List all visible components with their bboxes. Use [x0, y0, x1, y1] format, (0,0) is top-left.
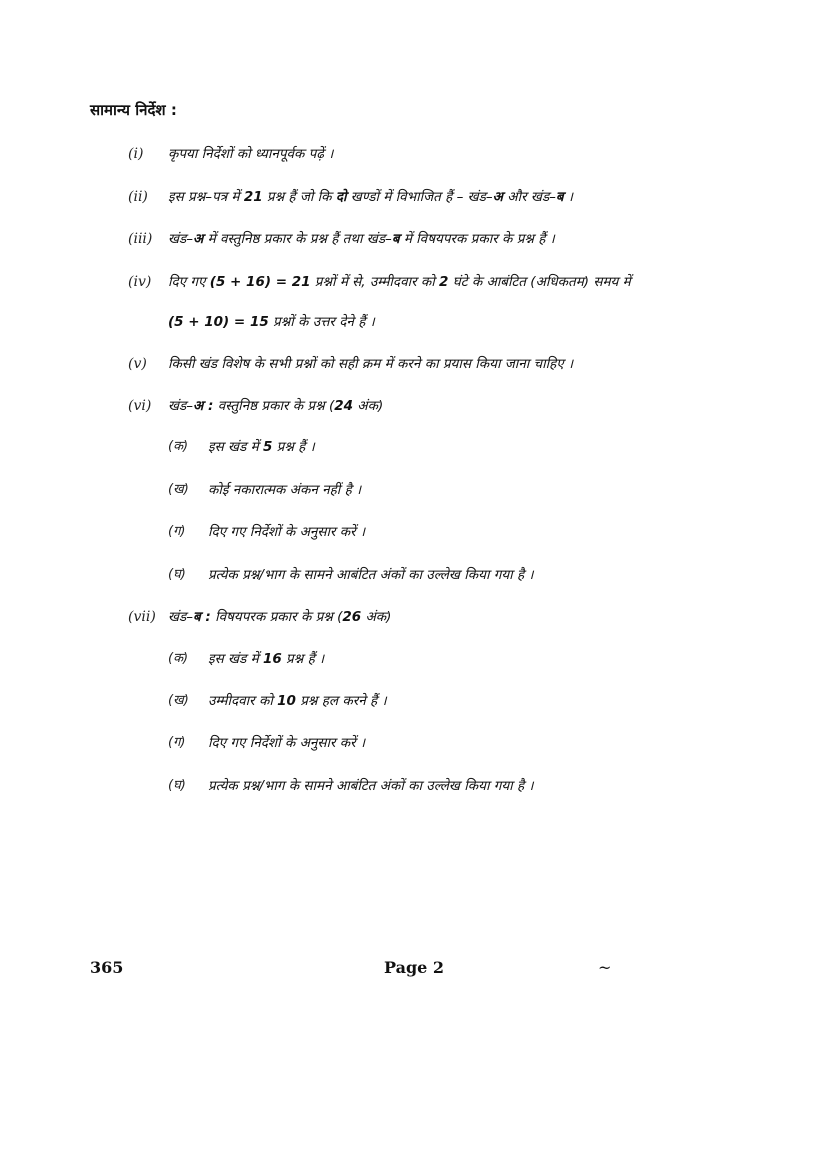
- paper-code: 365: [90, 958, 124, 977]
- sub-item-number: (घ): [168, 778, 186, 793]
- page-number: Page 2: [384, 958, 445, 977]
- item-text: खंड–अ में वस्तुनिष्ठ प्रकार के प्रश्न हैं तथा खंड–ब में विषयपरक प्रकार के प्रश्न हैं ।: [168, 231, 555, 247]
- item-text: खंड–ब : विषयपरक प्रकार के प्रश्न (26 अंक): [168, 609, 392, 625]
- item-text: खंड–अ : वस्तुनिष्ठ प्रकार के प्रश्न (24 अंक): [168, 398, 384, 414]
- sub-item-text: प्रत्येक प्रश्न/भाग के सामने आबंटित अंकों का उल्लेख किया गया है ।: [208, 567, 534, 583]
- item-text: (5 + 10) = 15 प्रश्नों के उत्तर देने हैं ।: [168, 314, 375, 330]
- sub-item-number: (ग): [168, 735, 186, 750]
- sub-item-number: (ख): [168, 482, 189, 497]
- item-number: (iii): [128, 231, 153, 247]
- sub-item-number: (क): [168, 651, 189, 666]
- sub-item-text: इस खंड में 16 प्रश्न हैं ।: [208, 651, 325, 667]
- instructions-heading: सामान्य निर्देश :: [90, 101, 177, 119]
- item-text: इस प्रश्न–पत्र में 21 प्रश्न हैं जो कि दो खण्डों में विभाजित हैं – खंड–अ और खंड–ब ।: [168, 189, 574, 205]
- sub-item-text: प्रत्येक प्रश्न/भाग के सामने आबंटित अंकों का उल्लेख किया गया है ।: [208, 778, 534, 794]
- sub-item-text: इस खंड में 5 प्रश्न हैं ।: [208, 439, 315, 455]
- sub-item-text: दिए गए निर्देशों के अनुसार करें ।: [208, 524, 366, 540]
- item-text: किसी खंड विशेष के सभी प्रश्नों को सही क्रम में करने का प्रयास किया जाना चाहिए ।: [168, 356, 574, 372]
- item-number: (vii): [128, 609, 156, 625]
- sub-item-text: उम्मीदवार को 10 प्रश्न हल करने हैं ।: [208, 693, 387, 709]
- sub-item-number: (ग): [168, 524, 186, 539]
- item-number: (iv): [128, 274, 152, 290]
- item-text: कृपया निर्देशों को ध्यानपूर्वक पढ़ें ।: [168, 146, 334, 162]
- sub-item-number: (घ): [168, 567, 186, 582]
- item-text: दिए गए (5 + 16) = 21 प्रश्नों में से, उम्मीदवार को 2 घंटे के आबंटित (अधिकतम) समय में: [168, 274, 631, 290]
- sub-item-text: दिए गए निर्देशों के अनुसार करें ।: [208, 735, 366, 751]
- item-number: (vi): [128, 398, 152, 414]
- item-number: (v): [128, 356, 147, 372]
- sub-item-number: (ख): [168, 693, 189, 708]
- item-number: (i): [128, 146, 144, 162]
- sub-item-text: कोई नकारात्मक अंकन नहीं है ।: [208, 482, 362, 498]
- footer-mark: ~: [598, 958, 612, 977]
- sub-item-number: (क): [168, 439, 189, 454]
- item-number: (ii): [128, 189, 148, 205]
